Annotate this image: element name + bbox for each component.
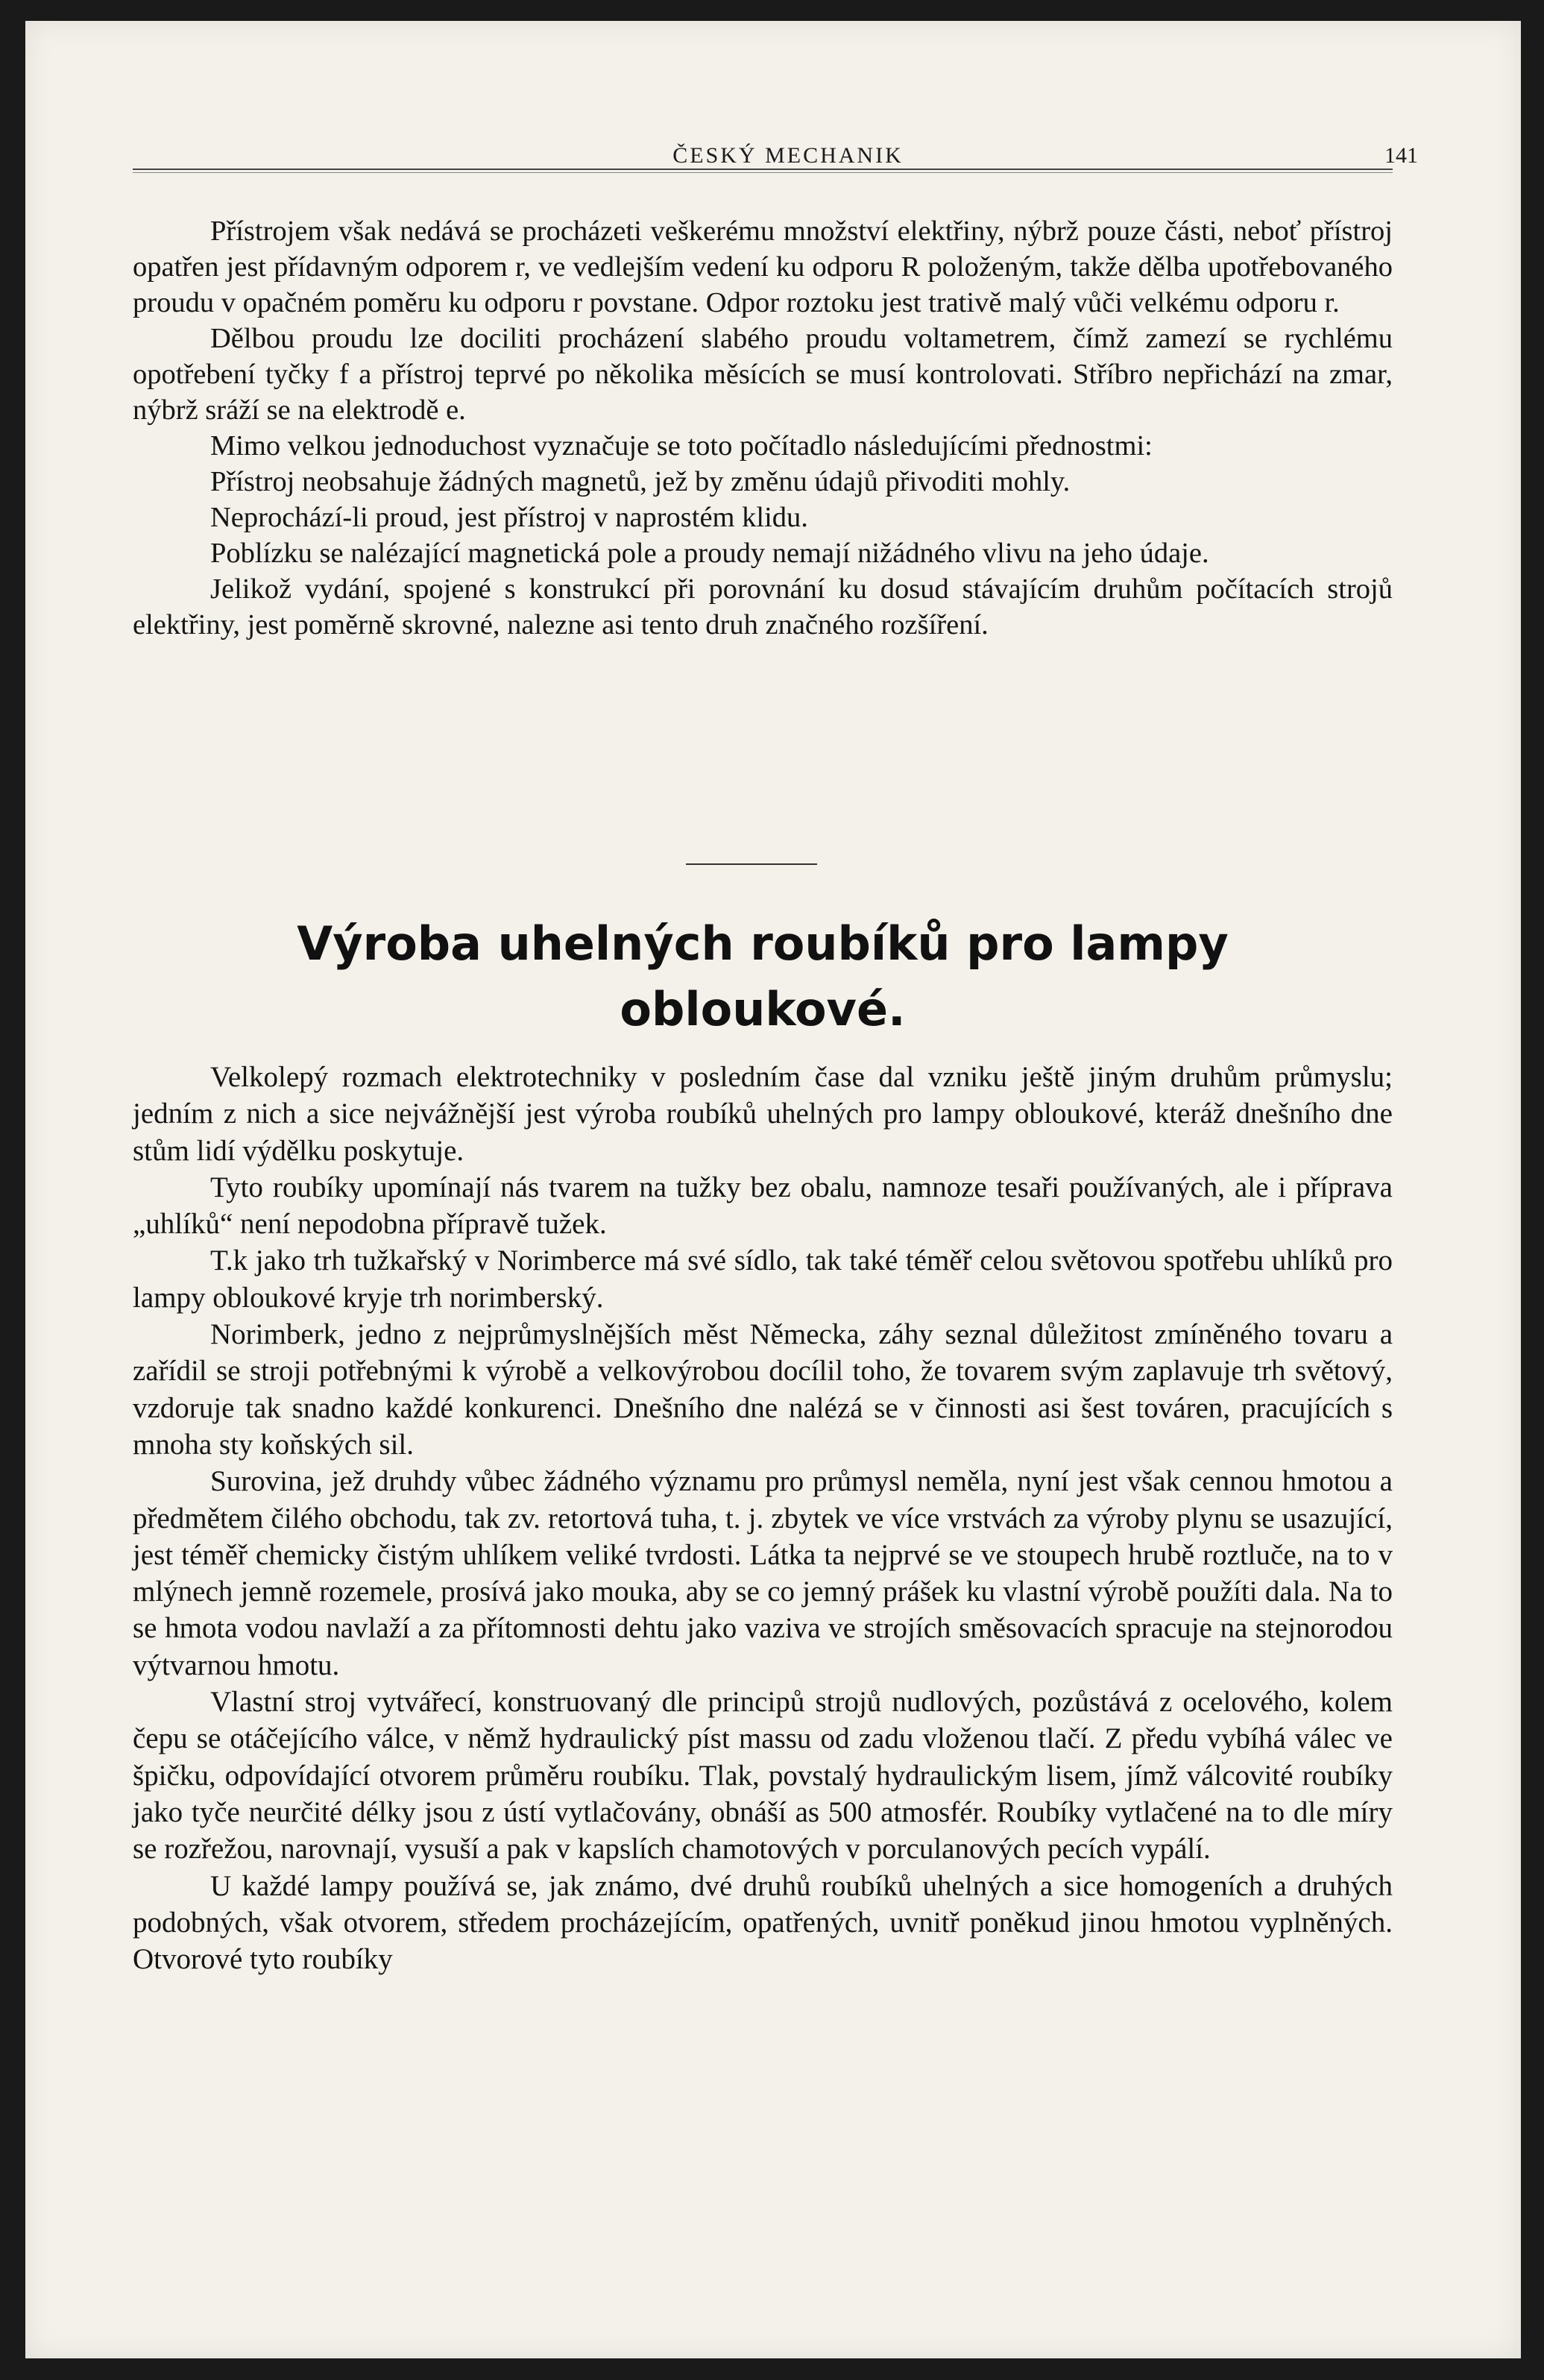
paragraph: Velkolepý rozmach elektrotechniky v posledním čase dal vzniku ještě jiným druhům průmyslu; jedním z nich a sice nejvážnější jest výroba roubíků uhelných pro lampy obloukové, kteráž dnešního dne stům lidí výdělku poskytuje. bbox=[133, 1061, 1393, 1167]
paragraph: Jelikož vydání, spojené s konstrukcí při porovnání ku dosud stávajícím druhům počítacích strojů elektřiny, jest poměrně skrovné, nalezne asi tento druh značného rozšíření. bbox=[133, 573, 1393, 640]
article-body bbox=[133, 1059, 1393, 1977]
running-title: ČESKÝ MECHANIK bbox=[672, 143, 904, 168]
paragraph: Surovina, jež druhdy vůbec žádného významu pro průmysl neměla, nyní jest však cennou hmotou a předmětem čilého obchodu, tak zv. retortová tuha, t. j. zbytek ve více vrstvách za výroby plynu se usazující, jest téměř chemicky čistým uhlíkem veliké tvrdosti. Látka ta nejprvé se ve stoupech hrubě roztluče, na to v mlýnech jemně rozemele, prosívá jako mouka, aby se co jemný prášek ku vlastní výrobě použíti dala. Na to se hmota vodou navlaží a za přítomnosti dehtu jako vaziva ve strojích směsovacích spracuje na stejnorodou výtvarnou hmotu. bbox=[133, 1465, 1393, 1681]
paragraph: Přístroj neobsahuje žádných magnetů, jež by změnu údajů přivoditi mohly. bbox=[210, 466, 1071, 497]
section-voltameter-text bbox=[133, 213, 1393, 643]
paragraph: U každé lampy používá se, jak známo, dvé druhů roubíků uhelných a sice homogeních a druhých podobných, však otvorem, středem procházejícím, opatřených, uvnitř poněkud jinou hmotou vyplněných. Otvorové tyto roubíky bbox=[133, 1869, 1393, 1976]
article-heading bbox=[133, 911, 1393, 1042]
header-rule bbox=[133, 169, 1393, 173]
paragraph: Mimo velkou jednoduchost vyznačuje se toto počítadlo následujícími přednostmi: bbox=[210, 430, 1153, 462]
page-number: 141 bbox=[1384, 143, 1418, 168]
paragraph: Poblízku se nalézající magnetická pole a proudy nemají nižádného vlivu na jeho údaje. bbox=[210, 538, 1209, 569]
page-header bbox=[158, 130, 1418, 174]
heading-line-2: obloukové. bbox=[620, 982, 906, 1036]
paragraph: Přístrojem však nedává se procházeti veškerému množství elektřiny, nýbrž pouze části, neboť přístroj opatřen jest přídavným odporem r, ve vedlejším vedení ku odporu R položeným, takže dělba upotřebovaného proudu v opačném poměru ku odporu r povstane. Odpor roztoku jest trativě malý vůči velkému odporu r. bbox=[133, 215, 1393, 318]
paragraph: Dělbou proudu lze dociliti procházení slabého proudu voltametrem, čímž zamezí se rychlému opotřebení tyčky f a přístroj teprvé po několika měsících se musí kontrolovati. Stříbro nepřichází na zmar, nýbrž sráží se na elektrodě e. bbox=[133, 323, 1393, 426]
paragraph: Norimberk, jedno z nejprůmyslnějších měst Německa, záhy seznal důležitost zmíněného tovaru a zařídil se stroji potřebnými k výrobě a velkovýrobou docílil toho, že tovarem svým zaplavuje trh světový, vzdoruje tak snadno každé konkurenci. Dnešního dne nalézá se v činnosti asi šest továren, pracujících s mnoha sty koňských sil. bbox=[133, 1318, 1393, 1461]
paragraph: Tyto roubíky upomínají nás tvarem na tužky bez obalu, namnoze tesaři používaných, ale i příprava „uhlíků“ není nepodobna přípravě tužek. bbox=[133, 1171, 1393, 1241]
paragraph: Neprochází-li proud, jest přístroj v naprostém klidu. bbox=[210, 502, 808, 533]
paragraph: T.k jako trh tužkařský v Norimberce má své sídlo, tak také téměř celou světovou spotřebu uhlíků pro lampy obloukové kryje trh norimberský. bbox=[133, 1244, 1393, 1314]
paragraph: Vlastní stroj vytvářecí, konstruovaný dle principů strojů nudlových, pozůstává z ocelového, kolem čepu se otáčejícího válce, v němž hydraulický píst massu od zadu vloženou tlačí. Z předu vybíhá válec ve špičku, odpovídající otvorem průměru roubíku. Tlak, povstalý hydraulickým lisem, jímž válcovité roubíky jako tyče neurčité délky jsou z ústí vytlačovány, obnáší as 500 atmosfér. Roubíky vytlačené na to dle míry se rozřežou, narovnají, vysuší a pak v kapslích chamotových v porculanových pecích vypálí. bbox=[133, 1686, 1393, 1866]
section-divider bbox=[686, 863, 817, 865]
heading-line-1: Výroba uhelných roubíků pro lampy bbox=[297, 916, 1229, 971]
